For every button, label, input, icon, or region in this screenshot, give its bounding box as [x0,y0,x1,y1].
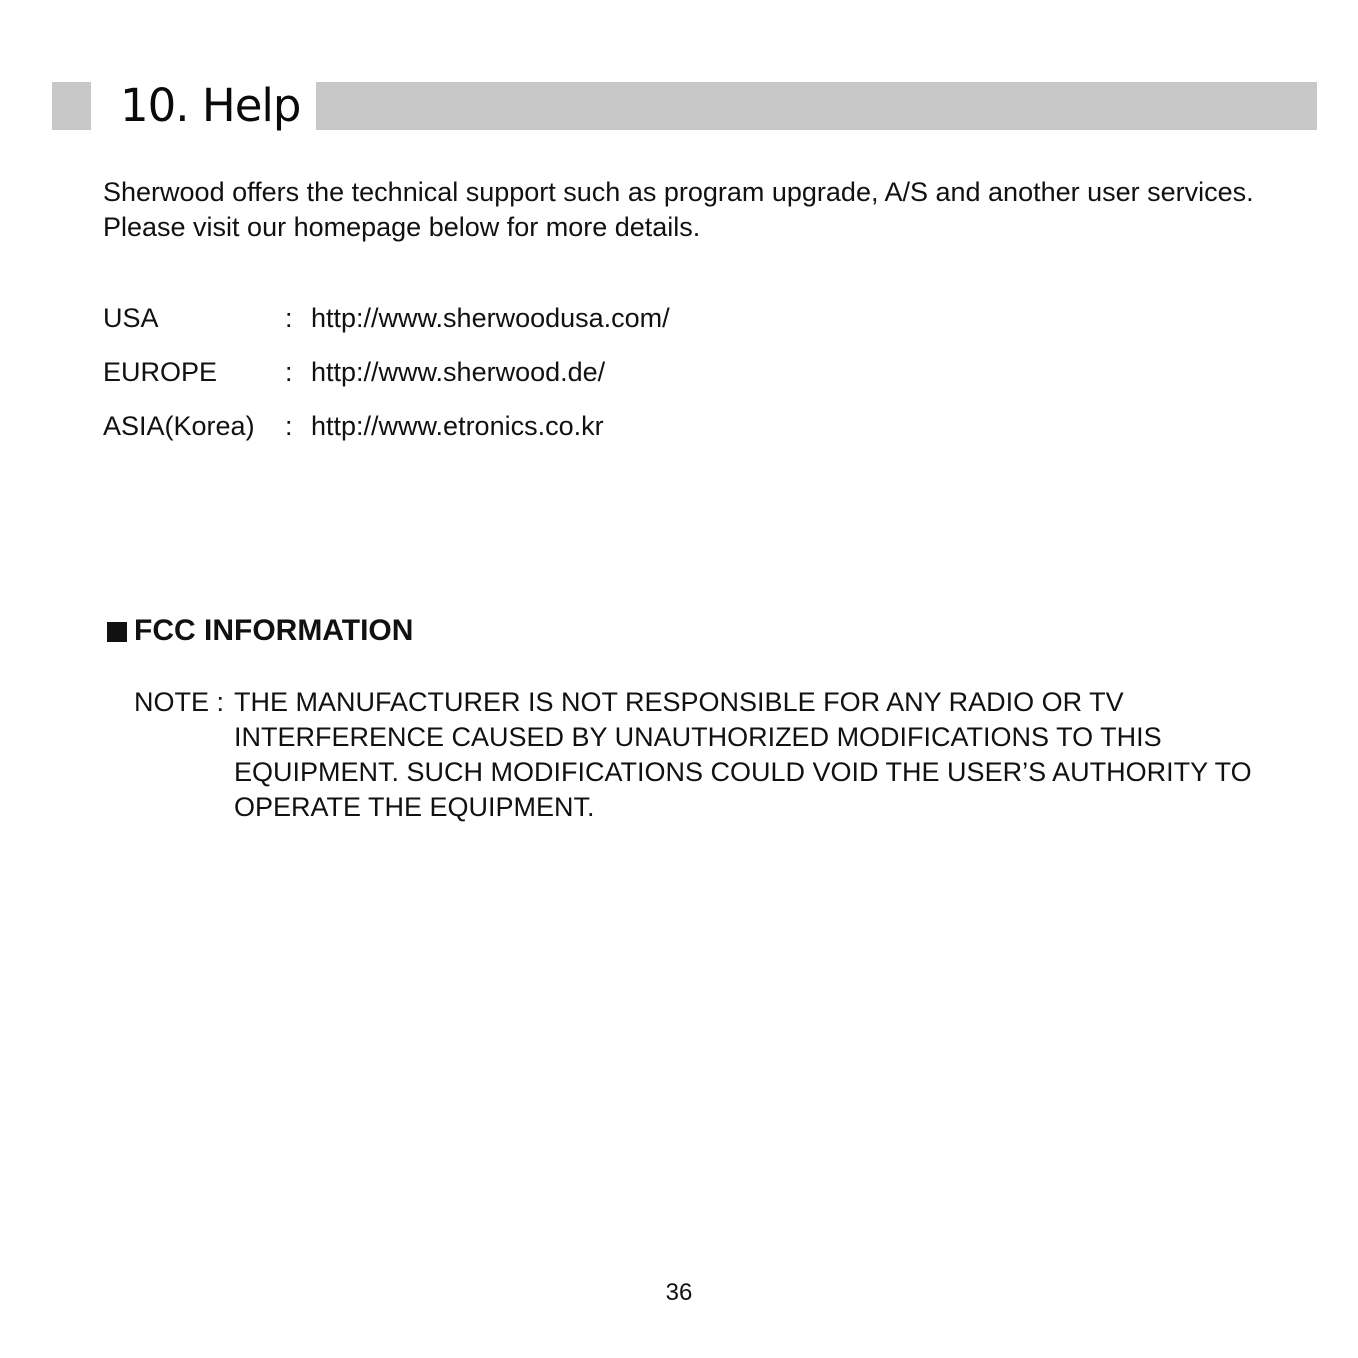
fcc-note [134,685,1254,825]
fcc-heading-text: FCC INFORMATION [134,614,414,647]
site-row-asia [103,408,670,462]
site-url-europe[interactable]: http://www.sherwood.de/ [311,357,606,387]
site-region: EUROPE [103,357,218,387]
page-title: 10. Help [120,79,301,132]
site-row-usa [103,300,670,354]
note-label: NOTE : [134,687,225,717]
site-region: ASIA(Korea) [103,411,255,441]
note-text: THE MANUFACTURER IS NOT RESPONSIBLE FOR ANY RADIO OR TV INTERFERENCE CAUSED BY UNAUTHORIZED MODIFICATIONS TO THIS EQUIPMENT. SUCH MODIFICATIONS COULD VOID THE USER’S AUTHORITY TO OPERATE THE EQUIPMENT. [234,687,1252,822]
intro-paragraph: Sherwood offers the technical support such as program upgrade, A/S and another user services. Please visit our homepage below for more details. [103,177,1254,242]
site-region: USA [103,303,159,333]
square-bullet-icon [107,622,127,642]
site-separator: : [285,357,293,387]
support-sites-list [103,300,670,462]
title-bar-left-block [52,82,91,130]
page-number: 36 [665,1279,693,1306]
site-url-usa[interactable]: http://www.sherwoodusa.com/ [311,303,670,333]
site-row-europe [103,354,670,408]
site-separator: : [285,303,293,333]
fcc-heading [107,612,413,650]
site-separator: : [285,411,293,441]
title-bar-right-block [316,82,1317,130]
site-url-asia[interactable]: http://www.etronics.co.kr [311,411,604,441]
